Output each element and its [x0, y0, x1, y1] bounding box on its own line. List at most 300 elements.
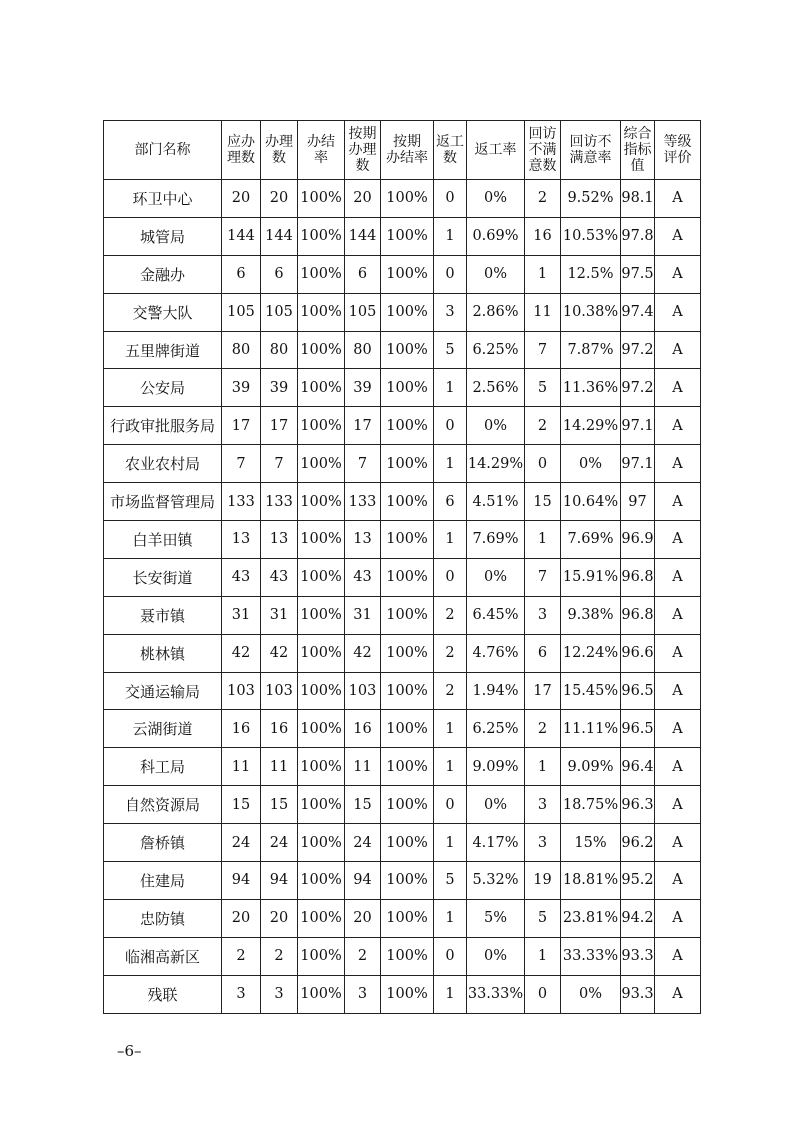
table-cell: 15: [261, 786, 298, 824]
table-cell: 20: [222, 899, 261, 937]
table-cell: 100%: [381, 634, 434, 672]
table-cell: A: [655, 369, 701, 407]
table-cell: 5: [434, 862, 467, 900]
department-name-cell: 詹桥镇: [104, 824, 222, 862]
table-cell: 144: [222, 217, 261, 255]
table-cell: 17: [525, 672, 561, 710]
table-cell: 100%: [298, 937, 345, 975]
department-name-cell: 自然资源局: [104, 786, 222, 824]
table-cell: 144: [345, 217, 381, 255]
table-cell: 2: [525, 180, 561, 218]
table-cell: 42: [222, 634, 261, 672]
table-cell: 17: [261, 407, 298, 445]
table-cell: 100%: [381, 786, 434, 824]
table-cell: 0: [434, 180, 467, 218]
table-cell: 100%: [298, 483, 345, 521]
table-cell: A: [655, 862, 701, 900]
table-cell: 2.56%: [467, 369, 525, 407]
header-handled: 办理 数: [261, 121, 298, 180]
table-cell: 18.81%: [561, 862, 621, 900]
table-cell: 0%: [467, 786, 525, 824]
table-cell: 96.2: [621, 824, 655, 862]
department-name-cell: 残联: [104, 975, 222, 1013]
table-cell: 6: [261, 255, 298, 293]
table-row: [104, 596, 701, 634]
department-name-cell: 农业农村局: [104, 445, 222, 483]
table-cell: 133: [261, 483, 298, 521]
table-row: [104, 483, 701, 521]
table-cell: 103: [345, 672, 381, 710]
table-cell: 5: [525, 369, 561, 407]
department-name-cell: 聂市镇: [104, 596, 222, 634]
table-cell: 11: [345, 748, 381, 786]
table-cell: 3: [261, 975, 298, 1013]
header-rework-rate: 返工率: [467, 121, 525, 180]
table-cell: 133: [345, 483, 381, 521]
department-name-cell: 交通运输局: [104, 672, 222, 710]
table-cell: 0%: [467, 180, 525, 218]
table-cell: 100%: [381, 748, 434, 786]
table-cell: 100%: [298, 634, 345, 672]
table-cell: 13: [261, 521, 298, 559]
table-cell: 6.25%: [467, 710, 525, 748]
header-composite-index: 综合 指标 值: [621, 121, 655, 180]
table-cell: 96.9: [621, 521, 655, 559]
table-cell: 16: [345, 710, 381, 748]
table-cell: 11: [525, 293, 561, 331]
table-cell: 1: [434, 975, 467, 1013]
table-cell: 97: [621, 483, 655, 521]
table-cell: 33.33%: [467, 975, 525, 1013]
table-row: [104, 407, 701, 445]
table-cell: 3: [222, 975, 261, 1013]
table-cell: 39: [261, 369, 298, 407]
header-rework-count: 返工 数: [434, 121, 467, 180]
table-cell: 9.38%: [561, 596, 621, 634]
table-cell: 7.87%: [561, 331, 621, 369]
table-cell: 0%: [467, 407, 525, 445]
table-row: [104, 217, 701, 255]
table-cell: 100%: [381, 407, 434, 445]
table-cell: 2: [434, 672, 467, 710]
table-cell: 14.29%: [467, 445, 525, 483]
header-ontime-handled: 按期 办理 数: [345, 121, 381, 180]
table-cell: 18.75%: [561, 786, 621, 824]
table-cell: 15: [525, 483, 561, 521]
table-cell: 100%: [381, 255, 434, 293]
table-cell: 105: [222, 293, 261, 331]
table-cell: 100%: [298, 862, 345, 900]
table-cell: 7: [345, 445, 381, 483]
table-cell: 100%: [298, 445, 345, 483]
table-cell: 20: [222, 180, 261, 218]
table-cell: 100%: [381, 217, 434, 255]
table-cell: 80: [261, 331, 298, 369]
table-cell: 19: [525, 862, 561, 900]
table-cell: 103: [222, 672, 261, 710]
table-cell: 0%: [467, 255, 525, 293]
table-cell: 100%: [381, 672, 434, 710]
table-cell: 1: [434, 710, 467, 748]
table-cell: 6: [345, 255, 381, 293]
header-completion-rate: 办结 率: [298, 121, 345, 180]
table-cell: 13: [345, 521, 381, 559]
table-row: [104, 899, 701, 937]
table-cell: 6.25%: [467, 331, 525, 369]
table-cell: 100%: [381, 293, 434, 331]
table-cell: 24: [261, 824, 298, 862]
table-cell: 24: [345, 824, 381, 862]
table-cell: A: [655, 483, 701, 521]
table-row: [104, 445, 701, 483]
table-cell: 0: [434, 558, 467, 596]
table-cell: A: [655, 331, 701, 369]
table-cell: 24: [222, 824, 261, 862]
department-name-cell: 公安局: [104, 369, 222, 407]
table-cell: 2: [525, 407, 561, 445]
table-cell: 93.3: [621, 975, 655, 1013]
table-cell: 0: [434, 407, 467, 445]
table-cell: 10.64%: [561, 483, 621, 521]
table-cell: 15: [345, 786, 381, 824]
table-cell: 4.17%: [467, 824, 525, 862]
table-body: [104, 180, 701, 1014]
table-cell: 93.3: [621, 937, 655, 975]
table-cell: 3: [525, 824, 561, 862]
department-name-cell: 环卫中心: [104, 180, 222, 218]
table-cell: 96.5: [621, 710, 655, 748]
table-cell: 2: [434, 634, 467, 672]
table-cell: A: [655, 255, 701, 293]
table-cell: A: [655, 975, 701, 1013]
table-cell: 7.69%: [467, 521, 525, 559]
table-row: [104, 710, 701, 748]
header-dissatisfied-count: 回访 不满 意数: [525, 121, 561, 180]
table-cell: 4.51%: [467, 483, 525, 521]
table-cell: 105: [345, 293, 381, 331]
table-cell: 2: [222, 937, 261, 975]
table-row: [104, 180, 701, 218]
table-cell: 2: [261, 937, 298, 975]
department-name-cell: 白羊田镇: [104, 521, 222, 559]
table-cell: 11: [261, 748, 298, 786]
table-cell: 100%: [298, 786, 345, 824]
table-cell: 2.86%: [467, 293, 525, 331]
table-cell: 17: [222, 407, 261, 445]
table-row: [104, 975, 701, 1013]
header-grade: 等级 评价: [655, 121, 701, 180]
table-cell: 100%: [381, 596, 434, 634]
table-cell: 20: [345, 899, 381, 937]
table-cell: 10.38%: [561, 293, 621, 331]
table-cell: A: [655, 634, 701, 672]
table-row: [104, 786, 701, 824]
table-cell: 96.6: [621, 634, 655, 672]
table-row: [104, 521, 701, 559]
table-cell: 33.33%: [561, 937, 621, 975]
table-row: [104, 293, 701, 331]
table-cell: 31: [261, 596, 298, 634]
table-cell: 1: [434, 824, 467, 862]
table-cell: 0: [525, 975, 561, 1013]
department-name-cell: 住建局: [104, 862, 222, 900]
table-cell: 7: [261, 445, 298, 483]
table-cell: A: [655, 521, 701, 559]
table-cell: 1: [434, 899, 467, 937]
table-cell: 94.2: [621, 899, 655, 937]
table-row: [104, 862, 701, 900]
table-cell: 100%: [298, 672, 345, 710]
table-cell: 100%: [298, 255, 345, 293]
table-cell: 100%: [381, 899, 434, 937]
table-cell: 9.52%: [561, 180, 621, 218]
table-cell: 7: [525, 558, 561, 596]
header-row: [104, 121, 701, 180]
table-cell: 97.8: [621, 217, 655, 255]
table-cell: 2: [525, 710, 561, 748]
table-cell: 16: [525, 217, 561, 255]
table-cell: 3: [434, 293, 467, 331]
table-cell: 100%: [381, 558, 434, 596]
table-cell: 1: [434, 217, 467, 255]
table-cell: 100%: [298, 558, 345, 596]
department-name-cell: 五里牌街道: [104, 331, 222, 369]
page-number: –6–: [117, 1042, 142, 1060]
table-cell: 43: [261, 558, 298, 596]
table-cell: 94: [222, 862, 261, 900]
table-cell: 31: [345, 596, 381, 634]
table-cell: 9.09%: [467, 748, 525, 786]
table-cell: 97.4: [621, 293, 655, 331]
table-cell: A: [655, 180, 701, 218]
table-cell: 2: [345, 937, 381, 975]
department-name-cell: 科工局: [104, 748, 222, 786]
table-cell: 11: [222, 748, 261, 786]
table-cell: 97.1: [621, 445, 655, 483]
department-name-cell: 行政审批服务局: [104, 407, 222, 445]
table-cell: 100%: [298, 331, 345, 369]
table-cell: 1: [525, 255, 561, 293]
table-cell: 6: [525, 634, 561, 672]
table-cell: 100%: [298, 975, 345, 1013]
table-cell: 43: [222, 558, 261, 596]
table-cell: 6.45%: [467, 596, 525, 634]
table-cell: 100%: [381, 521, 434, 559]
table-cell: A: [655, 710, 701, 748]
table-cell: 96.8: [621, 596, 655, 634]
table-cell: 103: [261, 672, 298, 710]
table-cell: 100%: [298, 407, 345, 445]
table-cell: 20: [345, 180, 381, 218]
table-cell: 94: [345, 862, 381, 900]
department-name-cell: 桃林镇: [104, 634, 222, 672]
table-cell: 9.09%: [561, 748, 621, 786]
table-cell: 42: [261, 634, 298, 672]
table-cell: 1: [434, 445, 467, 483]
table-cell: 80: [345, 331, 381, 369]
table-cell: 0%: [467, 937, 525, 975]
table-cell: 39: [345, 369, 381, 407]
table-cell: 0: [525, 445, 561, 483]
table-cell: 100%: [381, 710, 434, 748]
header-required: 应办 理数: [222, 121, 261, 180]
table-cell: 97.1: [621, 407, 655, 445]
table-cell: 96.4: [621, 748, 655, 786]
table-cell: 0.69%: [467, 217, 525, 255]
table-cell: 16: [222, 710, 261, 748]
department-name-cell: 云湖街道: [104, 710, 222, 748]
table-cell: 1: [434, 748, 467, 786]
table-cell: 100%: [298, 710, 345, 748]
table-cell: 96.5: [621, 672, 655, 710]
table-cell: A: [655, 293, 701, 331]
table-cell: 23.81%: [561, 899, 621, 937]
table-cell: 17: [345, 407, 381, 445]
table-cell: 100%: [298, 521, 345, 559]
table-cell: 98.1: [621, 180, 655, 218]
table-cell: 1: [434, 369, 467, 407]
table-cell: 97.2: [621, 331, 655, 369]
table-cell: 12.5%: [561, 255, 621, 293]
department-name-cell: 市场监督管理局: [104, 483, 222, 521]
department-name-cell: 城管局: [104, 217, 222, 255]
table-cell: 7: [222, 445, 261, 483]
table-cell: 1: [525, 748, 561, 786]
table-cell: A: [655, 445, 701, 483]
table-cell: 1: [525, 521, 561, 559]
table-cell: 80: [222, 331, 261, 369]
table-cell: 1.94%: [467, 672, 525, 710]
table-cell: 100%: [381, 937, 434, 975]
table-cell: 95.2: [621, 862, 655, 900]
table-cell: 0%: [561, 445, 621, 483]
table-cell: 133: [222, 483, 261, 521]
table-cell: 31: [222, 596, 261, 634]
table-cell: 3: [345, 975, 381, 1013]
table-cell: 1: [434, 521, 467, 559]
table-cell: 100%: [381, 369, 434, 407]
table-cell: 100%: [298, 293, 345, 331]
table-cell: 5.32%: [467, 862, 525, 900]
table-cell: 6: [222, 255, 261, 293]
table-cell: 43: [345, 558, 381, 596]
table-cell: 96.3: [621, 786, 655, 824]
department-name-cell: 交警大队: [104, 293, 222, 331]
table-cell: 97.5: [621, 255, 655, 293]
table-cell: A: [655, 558, 701, 596]
table-cell: 20: [261, 899, 298, 937]
department-name-cell: 金融办: [104, 255, 222, 293]
table-cell: 15%: [561, 824, 621, 862]
table-cell: 15.45%: [561, 672, 621, 710]
table-cell: 10.53%: [561, 217, 621, 255]
table-cell: 3: [525, 596, 561, 634]
table-cell: 5%: [467, 899, 525, 937]
table-cell: 100%: [381, 975, 434, 1013]
table-cell: 100%: [381, 824, 434, 862]
table-cell: A: [655, 937, 701, 975]
table-cell: 42: [345, 634, 381, 672]
table-row: [104, 255, 701, 293]
table-cell: 97.2: [621, 369, 655, 407]
table-cell: 100%: [381, 862, 434, 900]
table-cell: 105: [261, 293, 298, 331]
header-ontime-rate: 按期 办结率: [381, 121, 434, 180]
table-cell: 20: [261, 180, 298, 218]
table-cell: 0: [434, 937, 467, 975]
table-cell: 100%: [381, 483, 434, 521]
table-row: [104, 369, 701, 407]
table-cell: 100%: [298, 899, 345, 937]
table-cell: 96.8: [621, 558, 655, 596]
table-cell: 100%: [381, 445, 434, 483]
table-cell: 94: [261, 862, 298, 900]
table-cell: 7.69%: [561, 521, 621, 559]
table-row: [104, 937, 701, 975]
table-cell: 1: [525, 937, 561, 975]
header-department: 部门名称: [104, 121, 222, 180]
table-cell: 16: [261, 710, 298, 748]
table-cell: 100%: [298, 748, 345, 786]
table-cell: 4.76%: [467, 634, 525, 672]
table-cell: 11.11%: [561, 710, 621, 748]
table-cell: A: [655, 786, 701, 824]
table-cell: 100%: [298, 824, 345, 862]
table-cell: 100%: [298, 180, 345, 218]
table-cell: 6: [434, 483, 467, 521]
table-cell: A: [655, 824, 701, 862]
table-header: [104, 121, 701, 180]
table-cell: 7: [525, 331, 561, 369]
table-cell: 12.24%: [561, 634, 621, 672]
table-cell: A: [655, 596, 701, 634]
table-cell: 100%: [298, 217, 345, 255]
table-cell: 0%: [467, 558, 525, 596]
table-cell: 5: [525, 899, 561, 937]
table-cell: 100%: [381, 180, 434, 218]
table-cell: A: [655, 899, 701, 937]
table-row: [104, 634, 701, 672]
department-name-cell: 忠防镇: [104, 899, 222, 937]
table-cell: 11.36%: [561, 369, 621, 407]
table-row: [104, 672, 701, 710]
table-cell: 100%: [298, 369, 345, 407]
table-cell: A: [655, 672, 701, 710]
table-cell: 15: [222, 786, 261, 824]
table-cell: A: [655, 407, 701, 445]
table-cell: 13: [222, 521, 261, 559]
table-cell: 144: [261, 217, 298, 255]
table-row: [104, 748, 701, 786]
table-cell: 3: [525, 786, 561, 824]
table-cell: 15.91%: [561, 558, 621, 596]
department-name-cell: 临湘高新区: [104, 937, 222, 975]
table-cell: 5: [434, 331, 467, 369]
table-cell: 14.29%: [561, 407, 621, 445]
table-row: [104, 824, 701, 862]
table-cell: 0%: [561, 975, 621, 1013]
department-name-cell: 长安街道: [104, 558, 222, 596]
header-dissatisfied-rate: 回访不 满意率: [561, 121, 621, 180]
table-cell: 100%: [298, 596, 345, 634]
table-cell: 2: [434, 596, 467, 634]
department-ranking-table: [103, 120, 701, 1014]
table-cell: A: [655, 748, 701, 786]
table-cell: A: [655, 217, 701, 255]
table-row: [104, 331, 701, 369]
table-cell: 39: [222, 369, 261, 407]
table-cell: 100%: [381, 331, 434, 369]
